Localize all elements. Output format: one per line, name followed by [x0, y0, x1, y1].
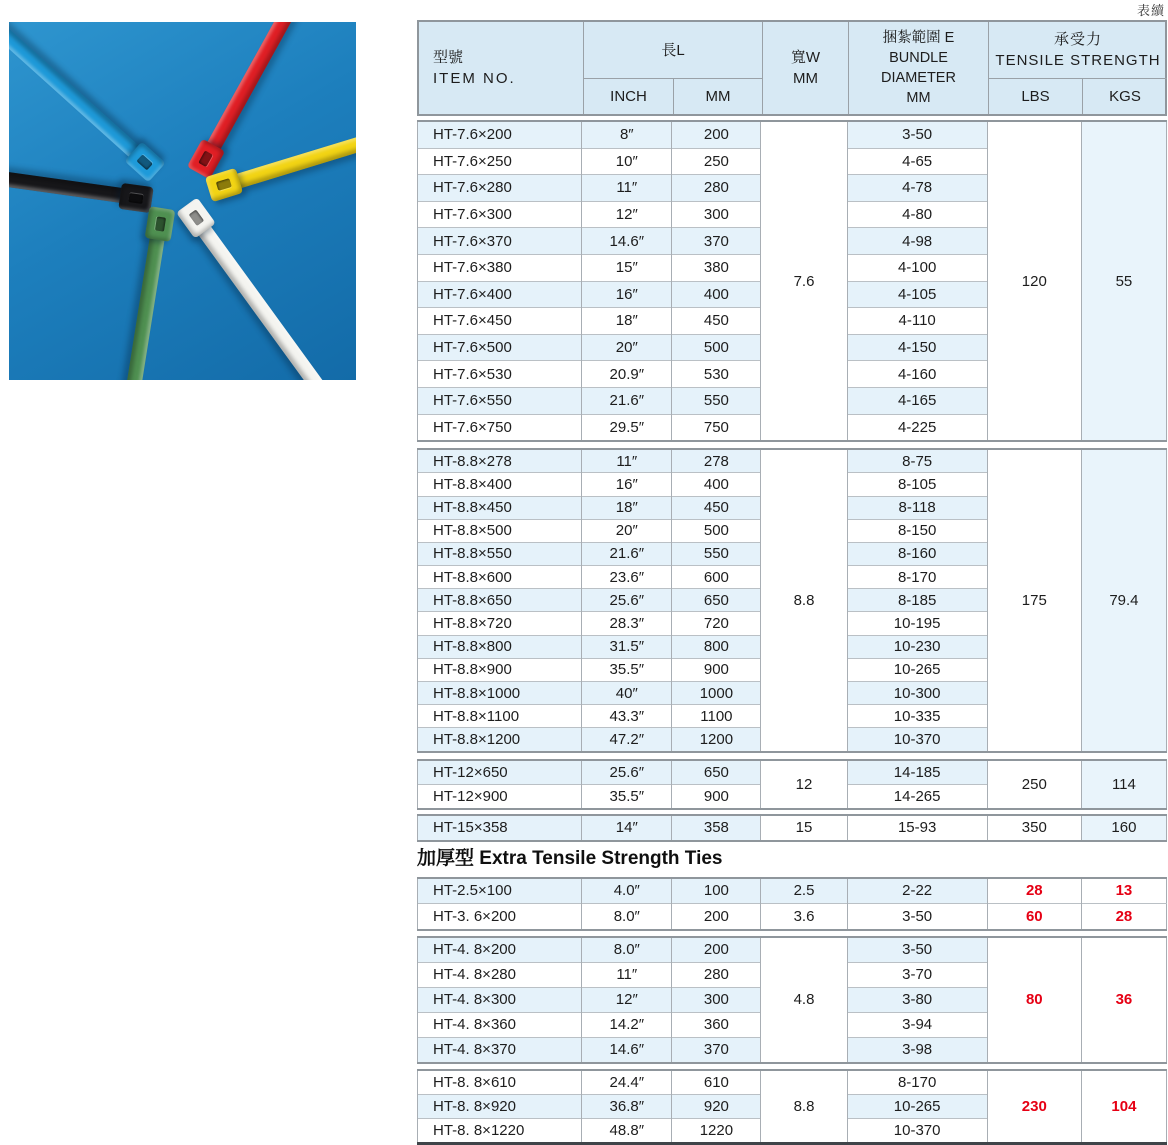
width-cell: 8.8 — [761, 1070, 847, 1144]
inch-cell: 14″ — [582, 815, 672, 841]
bundle-cell: 10-265 — [847, 658, 987, 681]
bundle-cell: 10-230 — [847, 635, 987, 658]
green-tie-strap — [120, 236, 165, 380]
header-tensile-zh: 承受力 — [1053, 31, 1102, 48]
mm-cell: 500 — [672, 334, 761, 361]
yellow-tie-strap — [234, 127, 356, 188]
bundle-cell: 8-160 — [847, 542, 987, 565]
mm-cell: 100 — [672, 878, 761, 904]
inch-cell: 11″ — [582, 449, 672, 473]
inch-cell: 35.5″ — [582, 784, 672, 809]
inch-cell: 43.3″ — [582, 705, 672, 728]
item-cell: HT-8.8×1100 — [418, 705, 582, 728]
header-inch — [583, 78, 673, 114]
mm-cell: 530 — [672, 361, 761, 388]
mm-cell: 1200 — [672, 728, 761, 752]
bundle-cell: 4-80 — [847, 201, 987, 228]
bundle-cell: 14-265 — [847, 784, 987, 809]
inch-cell: 48.8″ — [582, 1118, 672, 1143]
blue-tie-strap — [9, 22, 140, 159]
kgs-cell: 114 — [1081, 760, 1166, 809]
bundle-cell: 8-75 — [847, 449, 987, 473]
item-cell: HT-7.6×450 — [418, 308, 582, 335]
item-cell: HT-7.6×370 — [418, 228, 582, 255]
inch-cell: 18″ — [582, 308, 672, 335]
bundle-cell: 4-65 — [847, 148, 987, 175]
item-cell: HT-8. 8×920 — [418, 1094, 582, 1118]
inch-cell: 11″ — [582, 175, 672, 202]
bundle-cell: 8-185 — [847, 589, 987, 612]
white-tie-strap — [198, 224, 339, 380]
item-cell: HT-12×900 — [418, 784, 582, 809]
header-bundle-en2: DIAMETER — [881, 70, 956, 86]
width-cell: 15 — [761, 815, 847, 841]
item-cell: HT-2.5×100 — [418, 878, 582, 904]
mm-cell: 300 — [672, 201, 761, 228]
width-cell: 8.8 — [761, 449, 847, 751]
bundle-cell: 4-150 — [847, 334, 987, 361]
mm-cell: 360 — [672, 1012, 761, 1037]
item-cell: HT-7.6×280 — [418, 175, 582, 202]
header-item-zh: 型號 — [433, 49, 464, 66]
inch-cell: 18″ — [582, 496, 672, 519]
inch-cell: 20″ — [582, 334, 672, 361]
width-cell: 12 — [761, 760, 847, 809]
mm-cell: 750 — [672, 414, 761, 441]
bundle-cell: 3-98 — [847, 1037, 987, 1063]
bundle-cell: 8-150 — [847, 519, 987, 542]
bundle-cell: 10-335 — [847, 705, 987, 728]
kgs-cell: 28 — [1081, 904, 1166, 930]
header-bundle-diameter — [848, 22, 988, 114]
item-cell: HT-7.6×300 — [418, 201, 582, 228]
item-cell: HT-4. 8×200 — [418, 937, 582, 963]
mm-cell: 450 — [672, 308, 761, 335]
header-item-en: ITEM NO. — [433, 70, 516, 87]
item-cell: HT-7.6×250 — [418, 148, 582, 175]
bundle-cell: 4-100 — [847, 254, 987, 281]
header-kgs — [1082, 78, 1167, 114]
bundle-cell: 10-300 — [847, 682, 987, 705]
item-cell: HT-8.8×720 — [418, 612, 582, 635]
item-cell: HT-15×358 — [418, 815, 582, 841]
inch-cell: 8″ — [582, 121, 672, 148]
mm-cell: 200 — [672, 121, 761, 148]
table-row — [418, 760, 1167, 785]
inch-cell: 15″ — [582, 254, 672, 281]
item-cell: HT-8.8×650 — [418, 589, 582, 612]
table-row — [418, 904, 1167, 930]
header-width — [762, 22, 848, 114]
mm-cell: 650 — [672, 589, 761, 612]
mm-cell: 300 — [672, 987, 761, 1012]
mm-cell: 380 — [672, 254, 761, 281]
bundle-cell: 3-70 — [847, 962, 987, 987]
inch-cell: 20″ — [582, 519, 672, 542]
item-cell: HT-4. 8×360 — [418, 1012, 582, 1037]
header-bundle-zh: 捆紮範圍 E — [882, 30, 955, 46]
mm-cell: 278 — [672, 449, 761, 473]
inch-cell: 10″ — [582, 148, 672, 175]
header-lbs — [988, 78, 1082, 114]
header-inch-label: INCH — [610, 88, 647, 105]
regular-ties-sections — [417, 120, 1167, 842]
mm-cell: 900 — [672, 658, 761, 681]
inch-cell: 23.6″ — [582, 566, 672, 589]
item-cell: HT-8.8×278 — [418, 449, 582, 473]
width-cell: 3.6 — [761, 904, 847, 930]
bundle-cell: 2-22 — [847, 878, 987, 904]
bundle-cell: 14-185 — [847, 760, 987, 785]
width-cell: 2.5 — [761, 878, 847, 904]
mm-cell: 1000 — [672, 682, 761, 705]
lbs-cell: 250 — [987, 760, 1081, 809]
item-cell: HT-8.8×900 — [418, 658, 582, 681]
green-tie-head — [145, 206, 176, 242]
mm-cell: 500 — [672, 519, 761, 542]
lbs-cell: 175 — [987, 449, 1081, 751]
header-tensile-strength — [988, 22, 1167, 78]
product-photo — [9, 22, 356, 380]
lbs-cell: 60 — [987, 904, 1081, 930]
header-bundle-en1: BUNDLE — [889, 50, 948, 66]
mm-cell: 370 — [672, 228, 761, 255]
inch-cell: 40″ — [582, 682, 672, 705]
mm-cell: 400 — [672, 281, 761, 308]
kgs-cell: 55 — [1081, 121, 1166, 441]
item-cell: HT-8.8×1200 — [418, 728, 582, 752]
spec-table-section — [417, 1069, 1167, 1145]
inch-cell: 16″ — [582, 473, 672, 496]
item-cell: HT-7.6×550 — [418, 387, 582, 414]
inch-cell: 8.0″ — [582, 937, 672, 963]
extra-strength-heading: 加厚型 Extra Tensile Strength Ties — [417, 847, 723, 869]
inch-cell: 25.6″ — [582, 589, 672, 612]
header-bundle-mm: MM — [906, 90, 931, 106]
item-cell: HT-4. 8×280 — [418, 962, 582, 987]
inch-cell: 47.2″ — [582, 728, 672, 752]
lbs-cell: 120 — [987, 121, 1081, 441]
inch-cell: 14.6″ — [582, 228, 672, 255]
inch-cell: 12″ — [582, 987, 672, 1012]
mm-cell: 200 — [672, 904, 761, 930]
mm-cell: 280 — [672, 175, 761, 202]
mm-cell: 720 — [672, 612, 761, 635]
item-cell: HT-8.8×450 — [418, 496, 582, 519]
bundle-cell: 3-50 — [847, 904, 987, 930]
header-tensile-en: TENSILE STRENGTH — [995, 52, 1161, 69]
bundle-cell: 8-170 — [847, 566, 987, 589]
item-cell: HT-8.8×550 — [418, 542, 582, 565]
bundle-cell: 8-105 — [847, 473, 987, 496]
mm-cell: 1100 — [672, 705, 761, 728]
spec-table — [417, 20, 1167, 1145]
item-cell: HT-4. 8×300 — [418, 987, 582, 1012]
spec-table-section — [417, 936, 1167, 1064]
inch-cell: 16″ — [582, 281, 672, 308]
mm-cell: 358 — [672, 815, 761, 841]
mm-cell: 920 — [672, 1094, 761, 1118]
bundle-cell: 3-50 — [847, 121, 987, 148]
bundle-cell: 3-94 — [847, 1012, 987, 1037]
mm-cell: 1220 — [672, 1118, 761, 1143]
inch-cell: 12″ — [582, 201, 672, 228]
mm-cell: 600 — [672, 566, 761, 589]
width-cell: 7.6 — [761, 121, 847, 441]
header-kgs-label: KGS — [1109, 88, 1141, 105]
spec-table-section — [417, 448, 1167, 752]
header-lbs-label: LBS — [1021, 88, 1050, 105]
bundle-cell: 3-80 — [847, 987, 987, 1012]
kgs-cell: 13 — [1081, 878, 1166, 904]
table-row — [418, 121, 1167, 148]
red-tie-strap — [206, 22, 321, 151]
inch-cell: 8.0″ — [582, 904, 672, 930]
header-length-mm — [673, 78, 762, 114]
mm-cell: 250 — [672, 148, 761, 175]
mm-cell: 800 — [672, 635, 761, 658]
inch-cell: 24.4″ — [582, 1070, 672, 1095]
inch-cell: 28.3″ — [582, 612, 672, 635]
item-cell: HT-7.6×530 — [418, 361, 582, 388]
item-cell: HT-8.8×1000 — [418, 682, 582, 705]
inch-cell: 21.6″ — [582, 387, 672, 414]
mm-cell: 370 — [672, 1037, 761, 1063]
bundle-cell: 4-165 — [847, 387, 987, 414]
table-row — [418, 449, 1167, 473]
kgs-cell: 104 — [1081, 1070, 1166, 1144]
table-continued-label: 表續 — [1136, 3, 1165, 18]
black-tie-strap — [9, 165, 124, 204]
header-length — [583, 22, 762, 78]
table-row — [418, 878, 1167, 904]
bundle-cell: 15-93 — [847, 815, 987, 841]
table-row — [418, 937, 1167, 963]
spec-table-section — [417, 877, 1167, 931]
mm-cell: 900 — [672, 784, 761, 809]
lbs-cell: 28 — [987, 878, 1081, 904]
spec-table-section — [417, 814, 1167, 842]
inch-cell: 11″ — [582, 962, 672, 987]
mm-cell: 450 — [672, 496, 761, 519]
inch-cell: 4.0″ — [582, 878, 672, 904]
bundle-cell: 4-78 — [847, 175, 987, 202]
header-item-no — [419, 22, 583, 114]
lbs-cell: 80 — [987, 937, 1081, 1063]
inch-cell: 35.5″ — [582, 658, 672, 681]
inch-cell: 31.5″ — [582, 635, 672, 658]
spec-table-section — [417, 120, 1167, 442]
item-cell: HT-8. 8×610 — [418, 1070, 582, 1095]
bundle-cell: 4-110 — [847, 308, 987, 335]
mm-cell: 550 — [672, 542, 761, 565]
bundle-cell: 4-105 — [847, 281, 987, 308]
item-cell: HT-8.8×800 — [418, 635, 582, 658]
kgs-cell: 36 — [1081, 937, 1166, 1063]
item-cell: HT-4. 8×370 — [418, 1037, 582, 1063]
mm-cell: 550 — [672, 387, 761, 414]
bundle-cell: 10-370 — [847, 1118, 987, 1143]
table-row — [418, 1070, 1167, 1095]
bundle-cell: 8-118 — [847, 496, 987, 519]
bundle-cell: 4-98 — [847, 228, 987, 255]
inch-cell: 36.8″ — [582, 1094, 672, 1118]
item-cell: HT-12×650 — [418, 760, 582, 785]
inch-cell: 29.5″ — [582, 414, 672, 441]
inch-cell: 25.6″ — [582, 760, 672, 785]
item-cell: HT-7.6×400 — [418, 281, 582, 308]
inch-cell: 14.6″ — [582, 1037, 672, 1063]
spec-table-header — [417, 20, 1167, 116]
bundle-cell: 10-195 — [847, 612, 987, 635]
bundle-cell: 10-370 — [847, 728, 987, 752]
inch-cell: 20.9″ — [582, 361, 672, 388]
item-cell: HT-8.8×500 — [418, 519, 582, 542]
table-row — [418, 815, 1167, 841]
mm-cell: 400 — [672, 473, 761, 496]
item-cell: HT-7.6×200 — [418, 121, 582, 148]
inch-cell: 21.6″ — [582, 542, 672, 565]
bundle-cell: 10-265 — [847, 1094, 987, 1118]
header-width-zh: 寬W — [790, 49, 821, 66]
header-length-mm-label: MM — [705, 88, 731, 105]
spec-table-section — [417, 759, 1167, 810]
bundle-cell: 8-170 — [847, 1070, 987, 1095]
lbs-cell: 230 — [987, 1070, 1081, 1144]
item-cell: HT-8.8×600 — [418, 566, 582, 589]
item-cell: HT-3. 6×200 — [418, 904, 582, 930]
inch-cell: 14.2″ — [582, 1012, 672, 1037]
item-cell: HT-8.8×400 — [418, 473, 582, 496]
item-cell: HT-7.6×500 — [418, 334, 582, 361]
width-cell: 4.8 — [761, 937, 847, 1063]
lbs-cell: 350 — [987, 815, 1081, 841]
item-cell: HT-7.6×750 — [418, 414, 582, 441]
header-length-label: 長L — [661, 41, 685, 59]
mm-cell: 650 — [672, 760, 761, 785]
mm-cell: 610 — [672, 1070, 761, 1095]
bundle-cell: 3-50 — [847, 937, 987, 963]
extra-ties-sections — [417, 877, 1167, 1145]
bundle-cell: 4-160 — [847, 361, 987, 388]
header-width-mm: MM — [793, 70, 818, 87]
item-cell: HT-7.6×380 — [418, 254, 582, 281]
kgs-cell: 160 — [1081, 815, 1166, 841]
mm-cell: 200 — [672, 937, 761, 963]
kgs-cell: 79.4 — [1081, 449, 1166, 751]
mm-cell: 280 — [672, 962, 761, 987]
bundle-cell: 4-225 — [847, 414, 987, 441]
item-cell: HT-8. 8×1220 — [418, 1118, 582, 1143]
